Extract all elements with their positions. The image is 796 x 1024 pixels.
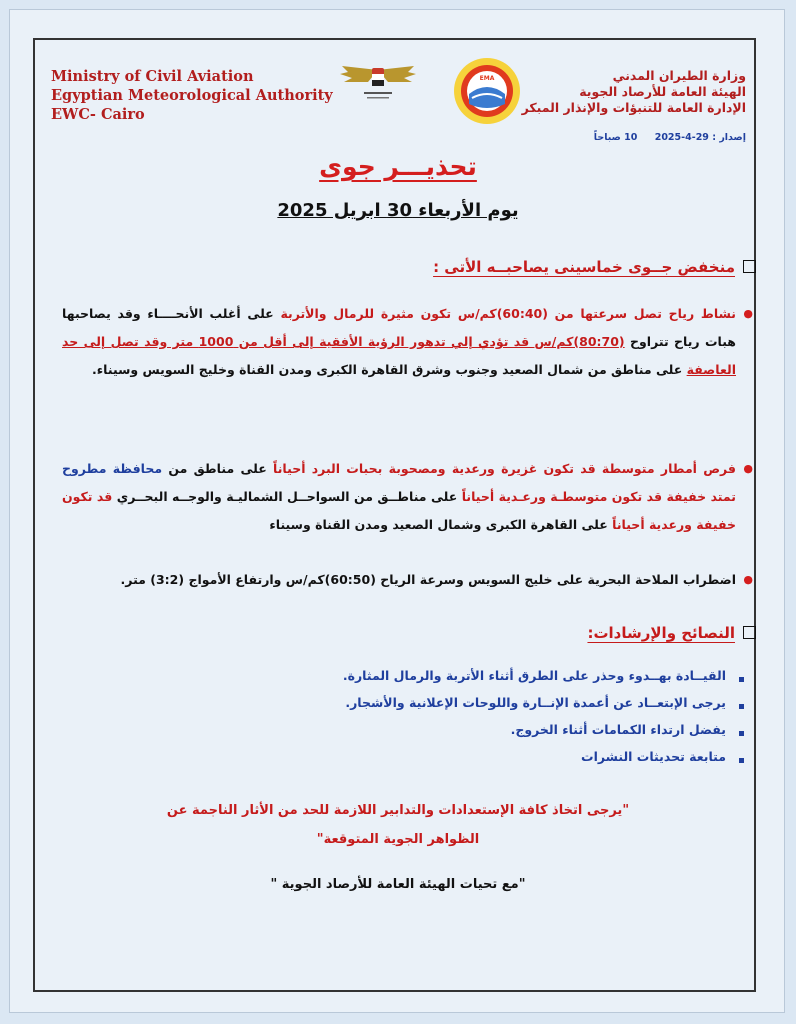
closing-note-line1: "يرجى اتخاذ كافة الإستعدادات والتدابير اللازمة للحد من الأثار الناجمة عن	[166, 803, 630, 818]
square-bullet-icon	[739, 731, 744, 736]
section-advice-heading: النصائح والإرشادات:	[587, 624, 756, 642]
wind-areas-text: على أغلب الأنحــــاء وقد يصاحبها هبات رياح تتراوح	[62, 306, 736, 349]
advice-item: متابعة تحديثات النشرات	[581, 749, 726, 764]
advice-item: يفضل ارتداء الكمامات أثناء الخروج.	[510, 722, 726, 737]
svg-text:EMA: EMA	[479, 75, 495, 82]
authority-name-ar: الهيئة العامة للأرصاد الجوية	[579, 84, 746, 99]
center-name-en: EWC- Cairo	[51, 106, 145, 123]
section-low-pressure-heading: منخفض جــوى خماسينى يصاحبــه الأتى :	[433, 258, 756, 276]
square-bullet-icon	[739, 758, 744, 763]
square-bullet-icon	[739, 677, 744, 682]
ministry-name-ar: وزارة الطيران المدني	[612, 68, 746, 83]
issue-info	[580, 132, 746, 143]
issue-time: 10 صباحاً	[593, 132, 638, 143]
issue-date: إصدار : 29-4-2025	[654, 132, 746, 143]
ema-logo	[452, 56, 522, 126]
rain-paragraph: فرص أمطار متوسطة قد تكون غزيرة ورعدية ومصحوبة بحبات البرد أحياناً على مناطق من محافظة مطروح تمتد خفيفة قد تكون متوسطـة ورعـدية أحياناً على مناطــق من السواحــل الشماليـة والوجــه البحــري قد تكون خفيفة ورعدية أحياناً على القاهرة الكبرى وشمال الصعيد ومدن القناة وسيناء	[62, 461, 736, 532]
warning-title: تحذيـــر جوى	[319, 152, 477, 181]
advice-item: يرجى الإبتعــاد عن أعمدة الإنــارة واللوحات الإعلانية والأشجار.	[345, 695, 726, 710]
ministry-eagle-logo	[338, 62, 418, 106]
warning-date: يوم الأربعاء 30 ابريل 2025	[277, 200, 519, 221]
bullet-dot-icon: ●	[743, 573, 753, 586]
wind-regions-text: على مناطق من شمال الصعيد وجنوب وشرق القاهرة الكبرى ومدن القناة وخليج السويس وسيناء.	[92, 362, 683, 377]
checkbox-icon	[743, 260, 756, 273]
gusts-visibility-text: (80:70)كم/س قد تؤدي إلي تدهور الرؤية الأفقية إلى أقل من 1000 متر وقد تصل إلى حد العاصفة	[62, 334, 736, 377]
matrouh-text: محافظة مطروح	[62, 461, 163, 476]
marine-paragraph: اضطراب الملاحة البحرية على خليج السويس وسرعة الرياح (60:50)كم/س وارتفاع الأمواج (3:2) متر.	[120, 572, 736, 587]
english-header	[51, 67, 333, 124]
rain-intensity-text: فرص أمطار متوسطة قد تكون غزيرة ورعدية ومصحوبة بحبات البرد أحياناً	[273, 461, 736, 476]
square-bullet-icon	[739, 704, 744, 709]
wind-paragraph	[62, 300, 736, 384]
bullet-dot-icon: ●	[743, 307, 753, 320]
authority-name-en: Egyptian Meteorological Authority	[51, 87, 333, 104]
greeting: "مع تحيات الهيئة العامة للأرصاد الجوية "	[270, 877, 526, 892]
ministry-name-en: Ministry of Civil Aviation	[51, 68, 254, 85]
bullet-dot-icon: ●	[743, 462, 753, 475]
wind-speed-text: نشاط رياح تصل سرعتها من (60:40)كم/س تكون مثيرة للرمال والأتربة	[280, 306, 736, 321]
closing-note-line2: الظواهر الجوية المتوقعة"	[316, 832, 480, 847]
advice-item: القيــادة بهــدوء وحذر على الطرق أثناء الأتربة والرمال المثارة.	[342, 668, 726, 683]
arabic-header	[522, 68, 746, 116]
department-name-ar: الإدارة العامة للتنبؤات والإنذار المبكر	[521, 100, 746, 115]
checkbox-icon	[743, 626, 756, 639]
